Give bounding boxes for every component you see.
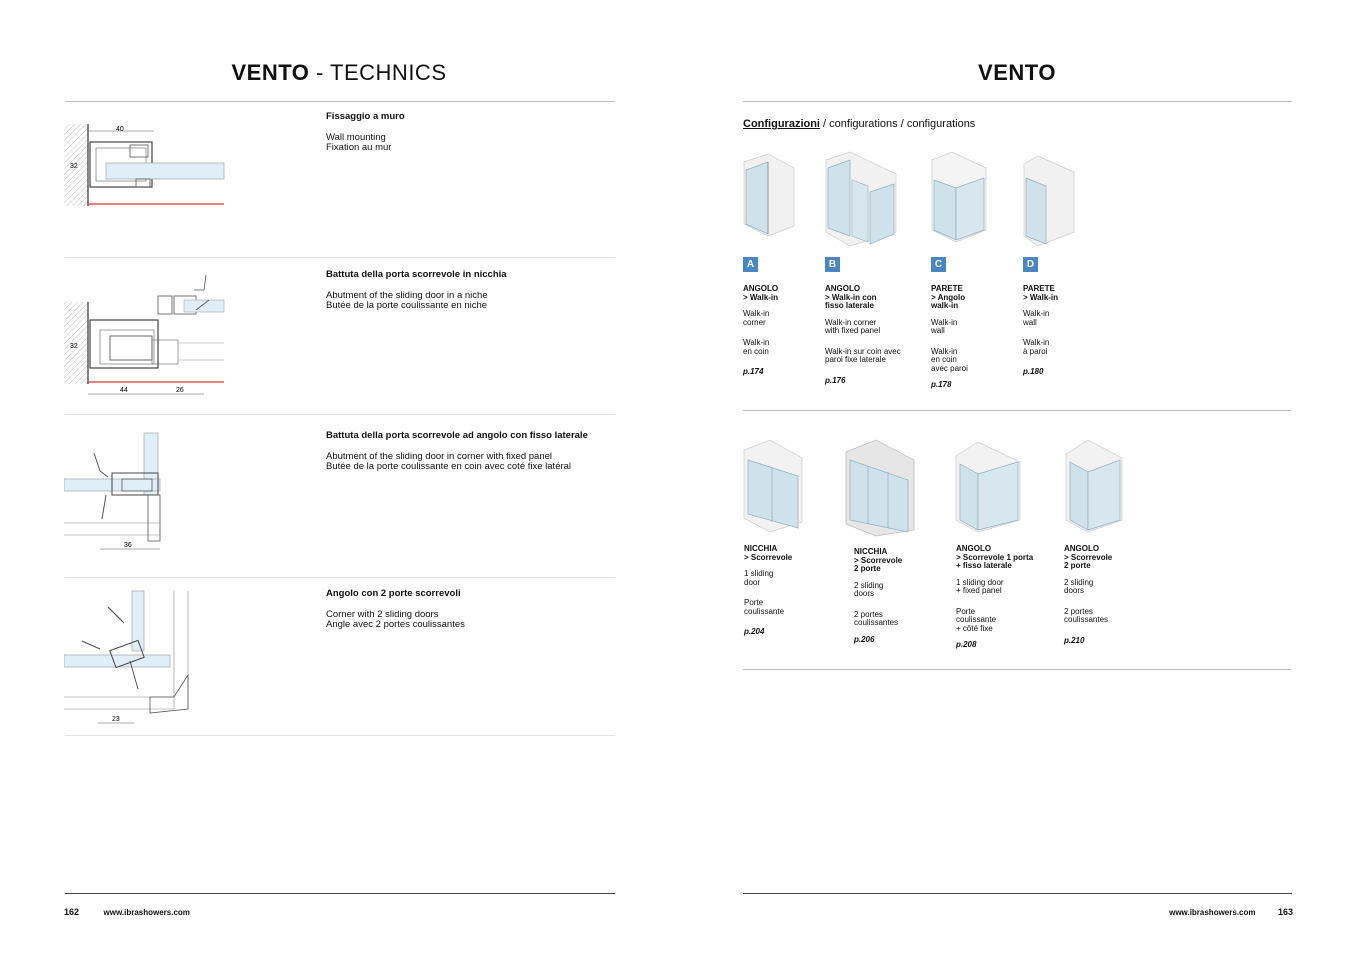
config-letter-badge: C bbox=[931, 257, 946, 272]
footer-right bbox=[1169, 907, 1293, 917]
config-en: 1 sliding door bbox=[744, 569, 774, 587]
tech-detail-corner-fixed-panel bbox=[64, 431, 614, 571]
config-c-illustration bbox=[932, 152, 986, 242]
config-en: 2 sliding doors bbox=[854, 580, 884, 598]
config-subname: > Angolo walk-in bbox=[931, 292, 966, 310]
config-page-ref[interactable]: p.176 bbox=[825, 375, 846, 385]
detail-text bbox=[326, 589, 616, 631]
config-en: 2 sliding doors bbox=[1064, 577, 1094, 595]
dim-32: 32 bbox=[70, 343, 78, 350]
config-page-ref[interactable]: p.206 bbox=[854, 634, 875, 644]
footer-divider bbox=[743, 893, 1292, 894]
detail-text bbox=[326, 270, 616, 312]
corner-two-doors-drawing bbox=[64, 589, 234, 729]
dim-44: 44 bbox=[120, 387, 128, 394]
config-d-illustration bbox=[1024, 156, 1074, 246]
config-subname: > Scorrevole 1 porta + fisso laterale bbox=[956, 552, 1034, 570]
row-divider bbox=[65, 414, 615, 415]
detail-en: Corner with 2 sliding doors bbox=[326, 608, 439, 620]
detail-text bbox=[326, 112, 616, 154]
config-name: NICCHIA bbox=[854, 547, 888, 556]
sliding-illustrations bbox=[738, 436, 1138, 538]
config-page-ref[interactable]: p.208 bbox=[956, 640, 977, 649]
config-letter-badge: D bbox=[1023, 257, 1038, 272]
config-name: ANGOLO bbox=[743, 284, 779, 293]
detail-heading: Battuta della porta scorrevole ad angolo con fisso laterale bbox=[326, 430, 588, 441]
detail-text bbox=[326, 431, 616, 473]
dim-26: 26 bbox=[176, 387, 184, 394]
config-corner-sliding-fixed[interactable] bbox=[956, 545, 1061, 650]
config-letter-badge: A bbox=[743, 257, 758, 272]
page-title bbox=[678, 60, 1356, 86]
config-niche-two-doors[interactable] bbox=[854, 548, 949, 644]
config-en: Walk-in wall bbox=[931, 317, 958, 335]
tech-detail-niche-abutment bbox=[64, 270, 614, 410]
title-bold: VENTO bbox=[978, 60, 1056, 85]
title-light: - TECHNICS bbox=[309, 60, 447, 85]
title-bold: VENTO bbox=[231, 60, 310, 85]
config-fr: Porte coulissante + côté fixe bbox=[956, 606, 997, 633]
row-divider bbox=[65, 577, 615, 578]
detail-en: Abutment of the sliding door in a niche bbox=[326, 289, 488, 301]
config-c[interactable] bbox=[931, 257, 1026, 390]
config-subname: > Walk-in bbox=[743, 292, 779, 302]
configurations-heading bbox=[743, 118, 975, 130]
config-fr: 2 portes coulissantes bbox=[1064, 606, 1109, 624]
config-fr: Walk-in en coin bbox=[743, 338, 770, 356]
config-a[interactable] bbox=[743, 257, 838, 377]
config-name: ANGOLO bbox=[1064, 544, 1100, 553]
footer-divider bbox=[65, 893, 615, 894]
title-divider bbox=[65, 101, 615, 102]
config-b[interactable] bbox=[825, 257, 920, 385]
config-en: 1 sliding door + fixed panel bbox=[956, 577, 1004, 595]
niche-sliding-illustration bbox=[744, 440, 802, 532]
detail-heading: Angolo con 2 porte scorrevoli bbox=[326, 588, 461, 599]
page-number: 163 bbox=[1277, 907, 1293, 917]
config-fr: Walk-in à paroi bbox=[1023, 338, 1050, 356]
detail-en: Wall mounting bbox=[326, 131, 386, 143]
section-divider bbox=[743, 410, 1291, 411]
section-divider bbox=[743, 669, 1291, 670]
corner-fixed-panel-drawing bbox=[64, 431, 234, 556]
dim-32: 32 bbox=[70, 163, 78, 170]
right-page bbox=[678, 0, 1356, 959]
page-title bbox=[0, 60, 678, 86]
row-divider bbox=[65, 735, 615, 736]
detail-fr: Angle avec 2 portes coulissantes bbox=[326, 619, 465, 630]
config-fr: 2 portes coulissantes bbox=[854, 609, 899, 627]
config-en: Walk-in corner bbox=[743, 309, 770, 327]
config-subname: > Scorrevole bbox=[744, 552, 793, 562]
config-corner-two-doors[interactable] bbox=[1064, 545, 1159, 645]
config-letter-badge: B bbox=[825, 257, 840, 272]
config-page-ref[interactable]: p.180 bbox=[1023, 367, 1044, 376]
website-link[interactable]: www.ibrashowers.com bbox=[1169, 908, 1256, 917]
detail-fr: Butée de la porte coulissante en niche bbox=[326, 300, 488, 311]
config-page-ref[interactable]: p.178 bbox=[931, 380, 952, 389]
dim-40: 40 bbox=[116, 126, 124, 133]
configurations-label: Configurazioni bbox=[743, 118, 820, 130]
config-en: Walk-in corner with fixed panel bbox=[825, 317, 881, 335]
tech-detail-wall-mounting bbox=[64, 112, 614, 257]
row-divider bbox=[65, 257, 615, 258]
corner-sliding-fixed-illustration bbox=[956, 442, 1020, 532]
walkin-illustrations bbox=[738, 150, 1098, 250]
config-page-ref[interactable]: p.210 bbox=[1064, 635, 1085, 645]
config-fr: Walk-in sur coin avec paroi fixe laterale bbox=[825, 346, 901, 364]
config-name: PARETE bbox=[1023, 284, 1055, 293]
config-name: PARETE bbox=[931, 284, 963, 293]
config-niche-sliding[interactable] bbox=[744, 545, 839, 637]
config-page-ref[interactable]: p.174 bbox=[743, 367, 764, 376]
detail-en: Abutment of the sliding door in corner with fixed panel bbox=[326, 450, 553, 462]
config-subname: > Scorrevole 2 porte bbox=[1064, 552, 1113, 570]
footer-left bbox=[64, 907, 190, 917]
wall-mounting-drawing bbox=[64, 112, 234, 212]
config-subname: > Walk-in bbox=[1023, 292, 1059, 302]
corner-two-doors-illustration bbox=[1066, 440, 1122, 532]
configurations-translations: / configurations / configurations bbox=[820, 118, 976, 130]
config-b-illustration bbox=[826, 152, 896, 246]
config-name: ANGOLO bbox=[956, 544, 992, 553]
tech-detail-corner-two-doors bbox=[64, 589, 614, 729]
niche-abutment-drawing bbox=[64, 270, 234, 400]
config-fr: Porte coulissante bbox=[744, 598, 785, 616]
config-en: Walk-in wall bbox=[1023, 309, 1050, 327]
config-page-ref[interactable]: p.204 bbox=[744, 627, 765, 636]
config-d[interactable] bbox=[1023, 257, 1118, 377]
config-a-illustration bbox=[744, 154, 794, 236]
dim-23: 23 bbox=[112, 716, 120, 723]
detail-heading: Battuta della porta scorrevole in nicchia bbox=[326, 269, 507, 280]
config-name: NICCHIA bbox=[744, 544, 778, 553]
dim-36: 36 bbox=[124, 542, 132, 549]
detail-fr: Butée de la porte coulissante en coin avec coté fixe latéral bbox=[326, 461, 572, 472]
detail-heading: Fissaggio a muro bbox=[326, 111, 405, 122]
title-divider bbox=[743, 101, 1292, 102]
page-number: 162 bbox=[64, 907, 80, 917]
niche-two-doors-illustration bbox=[846, 440, 914, 536]
detail-fr: Fixation au mur bbox=[326, 142, 392, 153]
website-link[interactable]: www.ibrashowers.com bbox=[103, 908, 190, 917]
config-name: ANGOLO bbox=[825, 284, 861, 293]
config-fr: Walk-in en coin avec paroi bbox=[931, 346, 968, 373]
config-subname: > Scorrevole 2 porte bbox=[854, 555, 903, 573]
config-subname: > Walk-in con fisso laterale bbox=[825, 292, 877, 310]
